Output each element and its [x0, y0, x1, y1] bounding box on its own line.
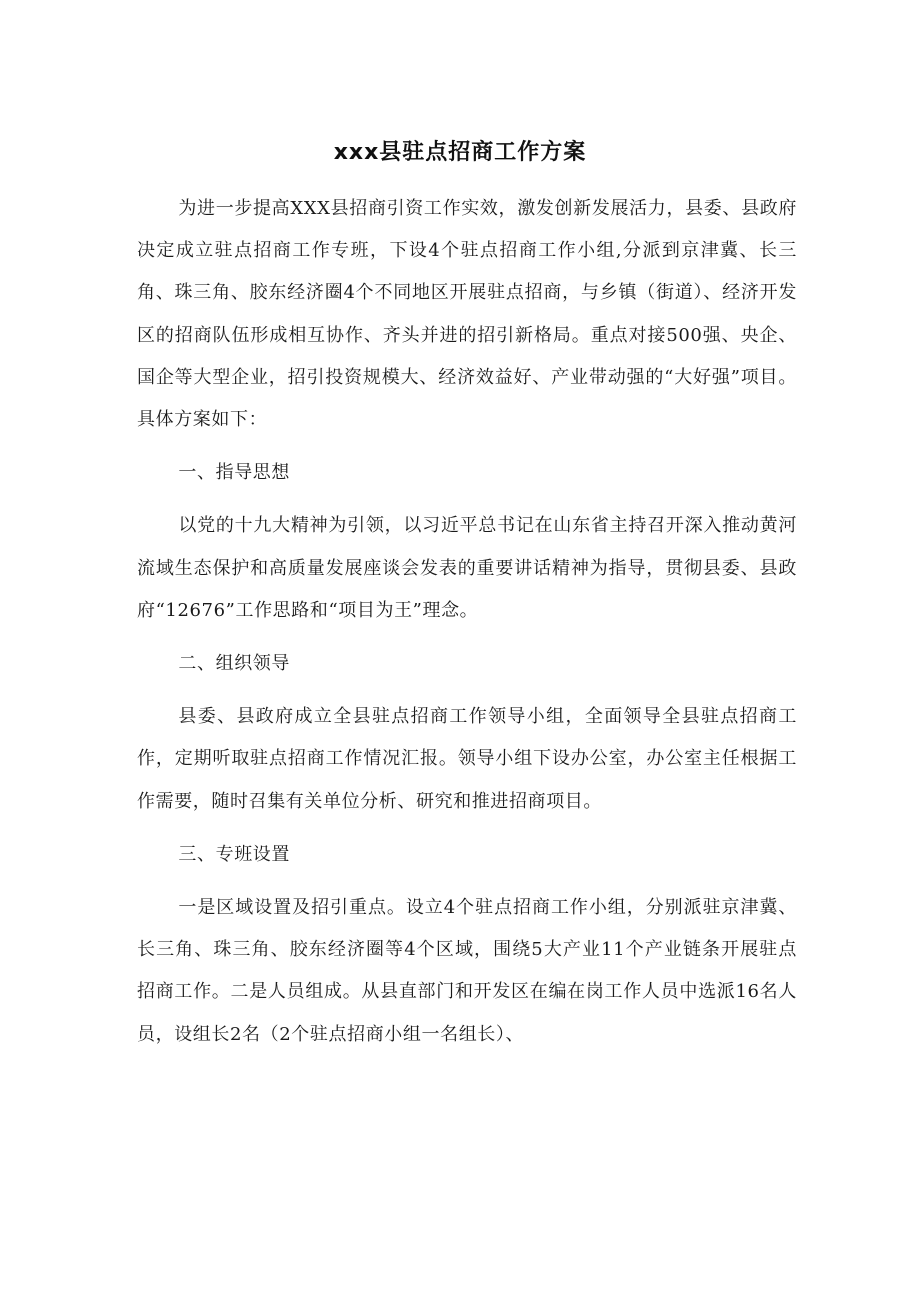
- section-heading-task-force: 三、专班设置: [178, 843, 290, 865]
- spacer: [137, 685, 797, 696]
- section-heading-organization: 二、组织领导: [178, 653, 290, 675]
- spacer: [137, 876, 797, 887]
- spacer: [137, 441, 797, 452]
- intro-paragraph: 为进一步提高XXX县招商引资工作实效，激发创新发展活力，县委、县政府决定成立驻点招商工作专班，下设4个驻点招商工作小组,分派到京津冀、长三角、珠三角、胶东经济圈4个不同地区开展驻点招商，与乡镇（街道）、经济开发区的招商队伍形成相互协作、齐头并进的招引新格局。重点对接500强、央企、国企等大型企业，招引投资规模大、经济效益好、产业带动强的“大好强”项目。具体方案如下：: [137, 198, 797, 431]
- section-body-organization: 县委、县政府成立全县驻点招商工作领导小组，全面领导全县驻点招商工作，定期听取驻点招商工作情况汇报。领导小组下设办公室，办公室主任根据工作需要，随时召集有关单位分析、研究和推进招商项目。: [137, 706, 797, 812]
- section-body-guiding-ideology: 以党的十九大精神为引领，以习近平总书记在山东省主持召开深入推动黄河流域生态保护和高质量发展座谈会发表的重要讲话精神为指导，贯彻县委、县政府“12676”工作思路和“项目为王”理念。: [137, 515, 797, 621]
- document-body: [137, 188, 797, 1056]
- spacer: [137, 632, 797, 643]
- document-title: xxx县驻点招商工作方案: [333, 140, 587, 165]
- section-body-task-force: 一是区域设置及招引重点。设立4个驻点招商工作小组，分别派驻京津冀、长三角、珠三角、胶东经济圈等4个区域，围绕5大产业11个产业链条开展驻点招商工作。二是人员组成。从县直部门和开发区在编在岗工作人员中选派16名人员，设组长2名（2个驻点招商小组一名组长）、: [137, 897, 797, 1045]
- spacer: [137, 823, 797, 834]
- section-heading-guiding-ideology: 一、指导思想: [178, 462, 290, 484]
- spacer: [137, 494, 797, 505]
